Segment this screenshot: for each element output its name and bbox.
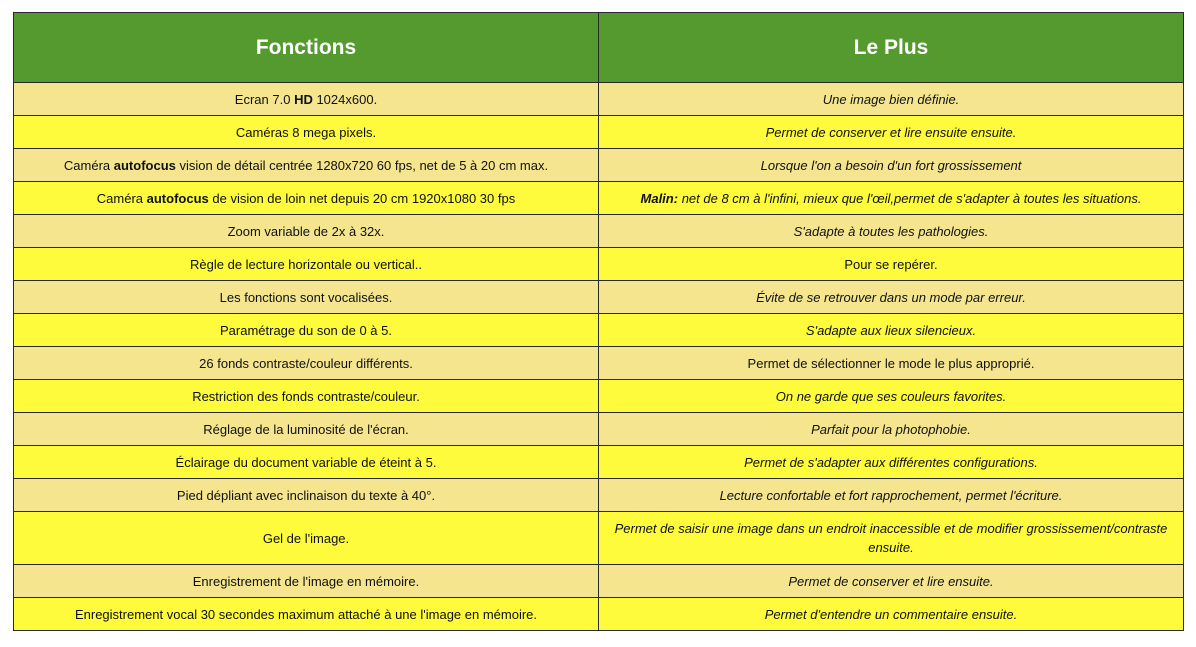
table-row — [14, 479, 1184, 512]
fonction-cell: Gel de l'image. — [14, 512, 599, 565]
table-row — [14, 182, 1184, 215]
table-row — [14, 83, 1184, 116]
header-fonctions: Fonctions — [14, 13, 599, 83]
fonction-cell: Réglage de la luminosité de l'écran. — [14, 413, 599, 446]
fonction-cell: Caméra autofocus vision de détail centrée 1280x720 60 fps, net de 5 à 20 cm max. — [14, 149, 599, 182]
features-table — [13, 12, 1184, 631]
fonction-cell: Restriction des fonds contraste/couleur. — [14, 380, 599, 413]
table-row — [14, 347, 1184, 380]
header-row — [14, 13, 1184, 83]
plus-cell: Malin: net de 8 cm à l'infini, mieux que l'œil,permet de s'adapter à toutes les situations. — [599, 182, 1184, 215]
plus-cell: Permet de conserver et lire ensuite. — [599, 565, 1184, 598]
plus-cell: Lorsque l'on a besoin d'un fort grossissement — [599, 149, 1184, 182]
plus-cell: Évite de se retrouver dans un mode par erreur. — [599, 281, 1184, 314]
table-row — [14, 116, 1184, 149]
fonction-cell: Les fonctions sont vocalisées. — [14, 281, 599, 314]
fonction-cell: Zoom variable de 2x à 32x. — [14, 215, 599, 248]
plus-cell: Permet de saisir une image dans un endroit inaccessible et de modifier grossissement/contraste ensuite. — [599, 512, 1184, 565]
header-le-plus: Le Plus — [599, 13, 1184, 83]
plus-cell: S'adapte à toutes les pathologies. — [599, 215, 1184, 248]
fonction-cell: Caméra autofocus de vision de loin net depuis 20 cm 1920x1080 30 fps — [14, 182, 599, 215]
plus-cell: Une image bien définie. — [599, 83, 1184, 116]
plus-cell: Lecture confortable et fort rapprochement, permet l'écriture. — [599, 479, 1184, 512]
table-row — [14, 248, 1184, 281]
table-row — [14, 598, 1184, 631]
fonction-cell: Enregistrement vocal 30 secondes maximum attaché à une l'image en mémoire. — [14, 598, 599, 631]
table-row — [14, 413, 1184, 446]
plus-cell: Pour se repérer. — [599, 248, 1184, 281]
plus-cell: S'adapte aux lieux silencieux. — [599, 314, 1184, 347]
fonction-cell: Pied dépliant avec inclinaison du texte à 40°. — [14, 479, 599, 512]
table-row — [14, 380, 1184, 413]
plus-cell: Permet de conserver et lire ensuite ensuite. — [599, 116, 1184, 149]
fonction-cell: 26 fonds contraste/couleur différents. — [14, 347, 599, 380]
table-row — [14, 446, 1184, 479]
table-row — [14, 281, 1184, 314]
table-row — [14, 512, 1184, 565]
fonction-cell: Éclairage du document variable de éteint à 5. — [14, 446, 599, 479]
table-row — [14, 149, 1184, 182]
fonction-cell: Paramétrage du son de 0 à 5. — [14, 314, 599, 347]
table-row — [14, 215, 1184, 248]
plus-cell: Parfait pour la photophobie. — [599, 413, 1184, 446]
fonction-cell: Caméras 8 mega pixels. — [14, 116, 599, 149]
table-row — [14, 565, 1184, 598]
features-table-container — [13, 12, 1183, 631]
fonction-cell: Ecran 7.0 HD 1024x600. — [14, 83, 599, 116]
plus-cell: On ne garde que ses couleurs favorites. — [599, 380, 1184, 413]
plus-cell: Permet d'entendre un commentaire ensuite. — [599, 598, 1184, 631]
fonction-cell: Enregistrement de l'image en mémoire. — [14, 565, 599, 598]
table-row — [14, 314, 1184, 347]
plus-cell: Permet de sélectionner le mode le plus approprié. — [599, 347, 1184, 380]
plus-cell: Permet de s'adapter aux différentes configurations. — [599, 446, 1184, 479]
fonction-cell: Règle de lecture horizontale ou vertical.. — [14, 248, 599, 281]
